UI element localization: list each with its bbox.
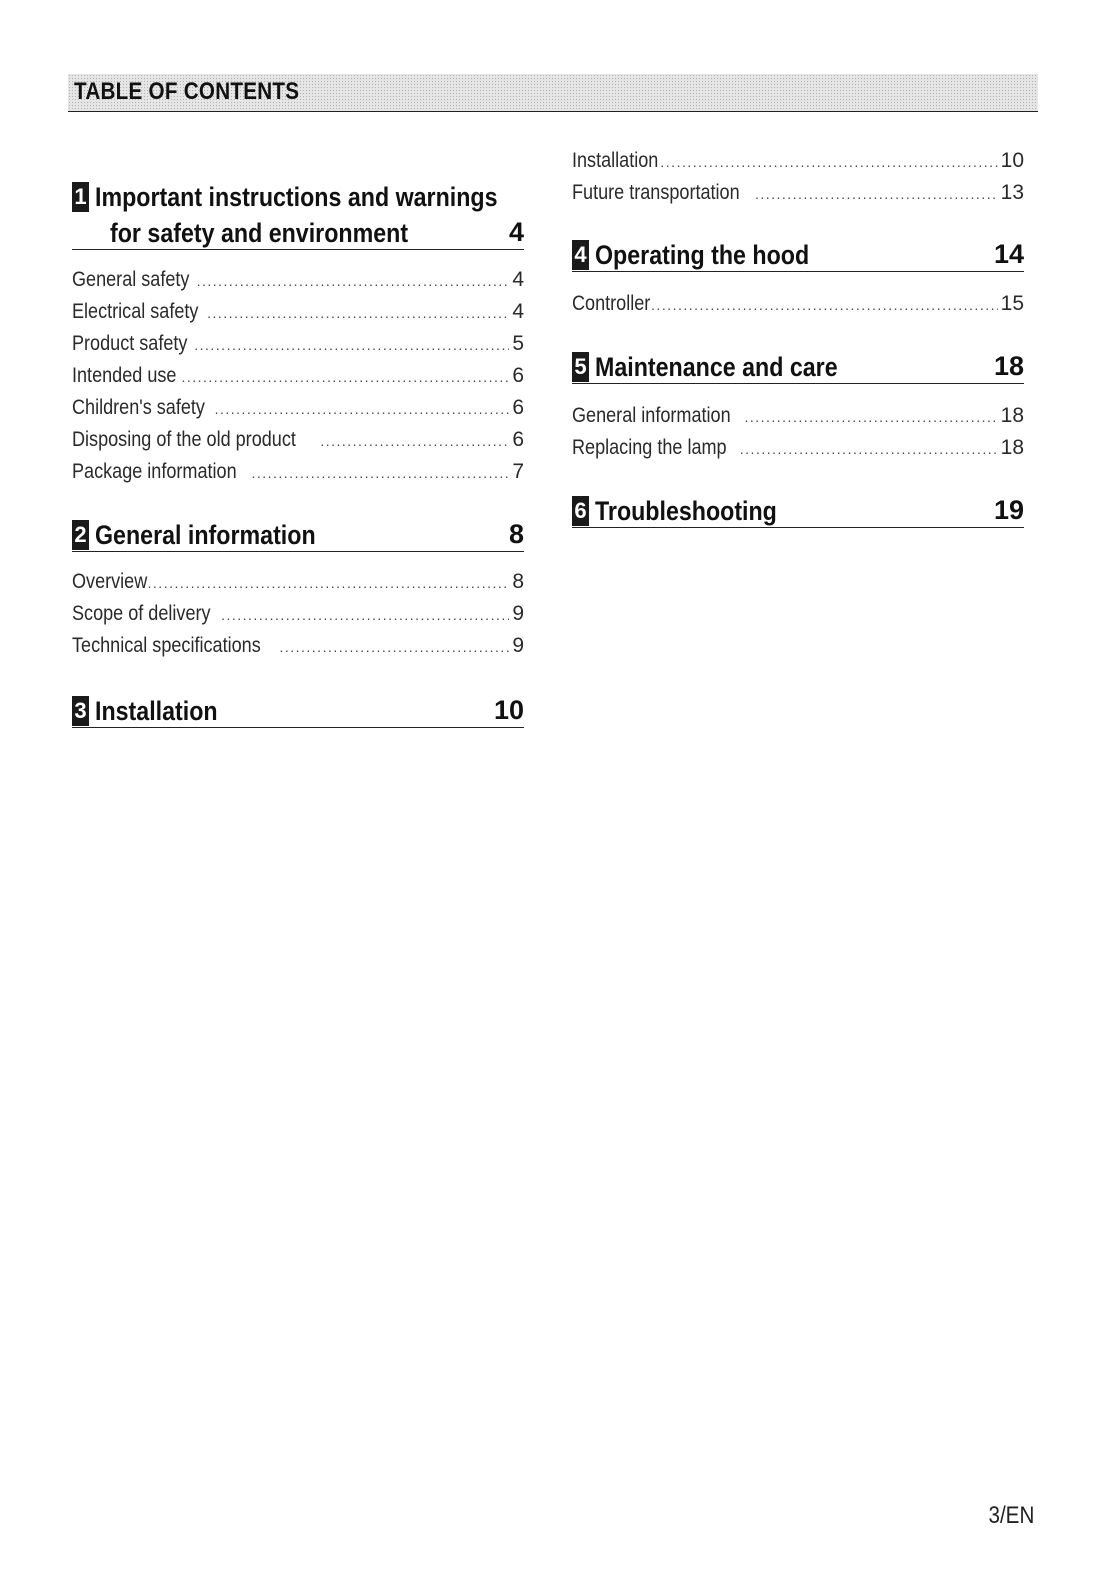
dot-leader xyxy=(181,361,509,393)
entry-label: Package information xyxy=(72,460,237,483)
section-title: General information xyxy=(95,520,316,550)
entry-label: Product safety xyxy=(72,332,188,355)
section-heading[interactable] xyxy=(72,518,524,552)
toc-entry[interactable] xyxy=(572,177,1024,209)
dot-leader xyxy=(660,146,997,178)
dot-leader xyxy=(194,329,509,361)
dot-leader xyxy=(651,289,998,321)
toc-entry[interactable] xyxy=(72,566,524,598)
toc-section-1 xyxy=(72,180,524,488)
toc-entry-list xyxy=(72,566,524,662)
section-number-badge: 3 xyxy=(72,696,89,726)
entry-label: Future transportation xyxy=(572,181,740,204)
toc-entry-list xyxy=(572,400,1024,464)
entry-label: Controller xyxy=(572,292,651,315)
entry-label: Disposing of the old product xyxy=(72,428,296,451)
dot-leader xyxy=(744,401,997,433)
entry-page: 4 xyxy=(512,300,524,323)
section-number-badge: 1 xyxy=(72,182,89,212)
dot-leader xyxy=(740,433,998,465)
toc-section-4 xyxy=(572,238,1024,320)
toc-entry[interactable] xyxy=(572,288,1024,320)
section-page: 18 xyxy=(993,351,1024,381)
entry-label: Installation xyxy=(572,149,659,172)
toc-entry-list xyxy=(572,288,1024,320)
dot-leader xyxy=(215,393,510,425)
toc-section-2 xyxy=(72,518,524,662)
dot-leader xyxy=(197,265,510,297)
entry-label: General safety xyxy=(72,268,190,291)
toc-entry[interactable] xyxy=(572,145,1024,177)
section-page: 4 xyxy=(508,217,524,247)
toc-entry[interactable] xyxy=(72,328,524,360)
entry-page: 9 xyxy=(512,602,524,625)
toc-entry[interactable] xyxy=(572,432,1024,464)
toc-entry[interactable] xyxy=(72,630,524,662)
entry-page: 13 xyxy=(1000,181,1024,204)
dot-leader xyxy=(320,425,509,457)
entry-label: Technical specifications xyxy=(72,634,261,657)
toc-entry[interactable] xyxy=(72,424,524,456)
section-number-badge: 5 xyxy=(572,352,589,382)
section-heading[interactable] xyxy=(572,350,1024,384)
entry-page: 18 xyxy=(1000,404,1024,427)
section-heading[interactable] xyxy=(572,494,1024,528)
entry-page: 8 xyxy=(512,570,524,593)
dot-leader xyxy=(207,297,509,329)
toc-section-5 xyxy=(572,350,1024,464)
toc-section-6 xyxy=(572,494,1024,528)
section-number-badge: 2 xyxy=(72,520,89,550)
toc-entry[interactable] xyxy=(72,296,524,328)
entry-label: Children's safety xyxy=(72,396,205,419)
dot-leader xyxy=(221,599,509,631)
toc-entry[interactable] xyxy=(572,400,1024,432)
page-number: 3/EN xyxy=(988,1502,1034,1529)
toc-entry-list xyxy=(572,145,1024,209)
section-title: Maintenance and care xyxy=(595,352,838,382)
dot-leader xyxy=(148,567,510,599)
entry-page: 18 xyxy=(1000,436,1024,459)
entry-page: 6 xyxy=(512,364,524,387)
section-title: Installation xyxy=(95,696,218,726)
section-page: 14 xyxy=(993,239,1024,269)
section-title-line2: for safety and environment xyxy=(110,218,409,248)
entry-label: General information xyxy=(572,404,731,427)
entry-page: 7 xyxy=(512,460,524,483)
section-title: Operating the hood xyxy=(595,240,810,270)
toc-continued-entries xyxy=(572,145,1024,209)
entry-page: 6 xyxy=(512,396,524,419)
entry-page: 4 xyxy=(512,268,524,291)
toc-entry[interactable] xyxy=(72,360,524,392)
toc-entry[interactable] xyxy=(72,456,524,488)
entry-label: Scope of delivery xyxy=(72,602,211,625)
toc-section-3 xyxy=(72,694,524,728)
section-title: Troubleshooting xyxy=(595,496,777,526)
dot-leader xyxy=(279,631,509,663)
entry-label: Replacing the lamp xyxy=(572,436,727,459)
toc-entry[interactable] xyxy=(72,392,524,424)
dot-leader xyxy=(251,457,509,489)
toc-header-bar xyxy=(68,74,1038,112)
toc-entry[interactable] xyxy=(72,264,524,296)
entry-page: 6 xyxy=(512,428,524,451)
entry-page: 9 xyxy=(512,634,524,657)
entry-page: 5 xyxy=(512,332,524,355)
entry-label: Intended use xyxy=(72,364,177,387)
section-heading[interactable] xyxy=(72,180,524,250)
toc-entry[interactable] xyxy=(72,598,524,630)
section-heading[interactable] xyxy=(72,694,524,728)
section-heading[interactable] xyxy=(572,238,1024,272)
section-page: 10 xyxy=(493,695,524,725)
toc-entry-list xyxy=(72,264,524,488)
entry-page: 10 xyxy=(1000,149,1024,172)
section-title: Important instructions and warnings xyxy=(95,182,498,212)
entry-label: Overview xyxy=(72,570,148,593)
section-number-badge: 6 xyxy=(572,496,589,526)
section-page: 19 xyxy=(993,495,1024,525)
toc-title: TABLE OF CONTENTS xyxy=(74,78,300,105)
section-page: 8 xyxy=(508,519,524,549)
entry-label: Electrical safety xyxy=(72,300,199,323)
entry-page: 15 xyxy=(1000,292,1024,315)
section-number-badge: 4 xyxy=(572,240,589,270)
dot-leader xyxy=(755,178,998,210)
